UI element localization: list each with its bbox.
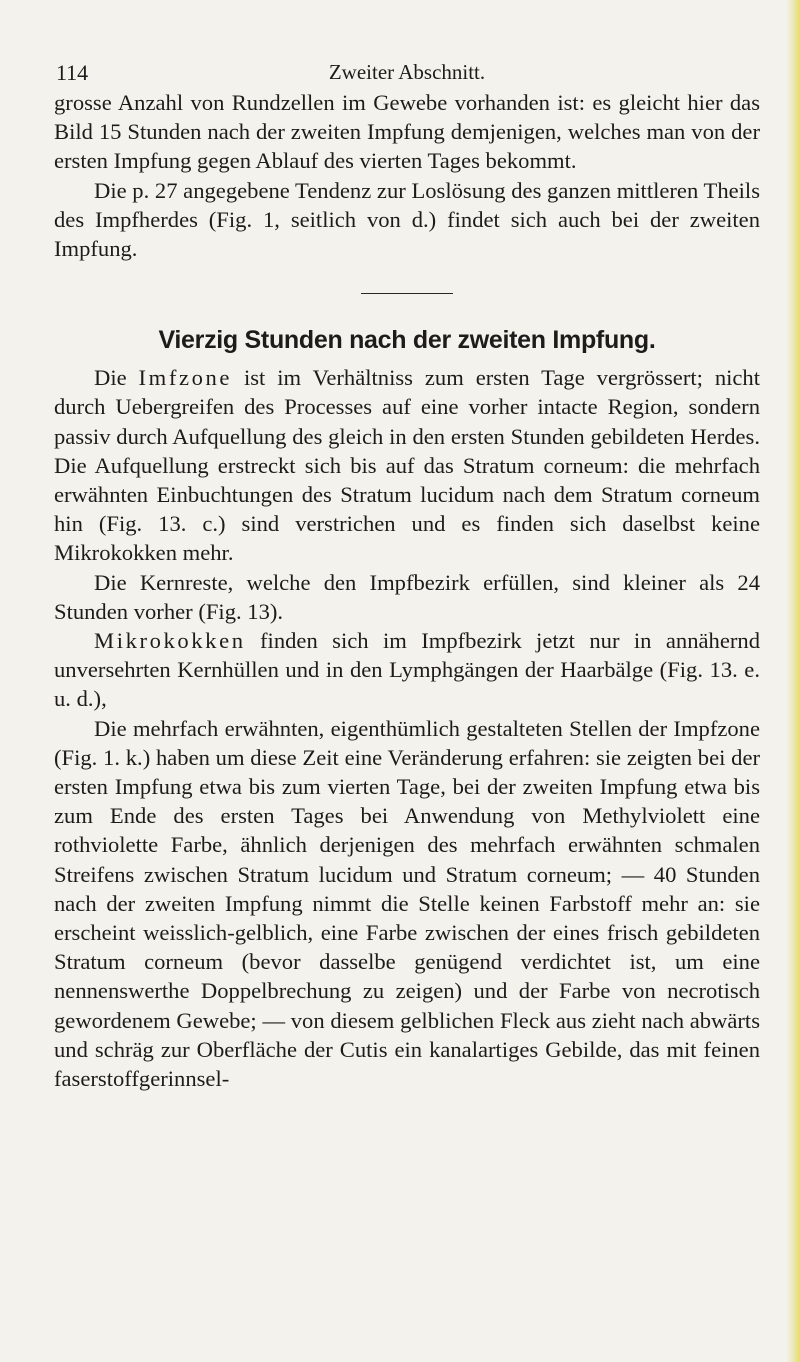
p3-rest: finden sich im Impfbezirk jetzt nur in annähernd unversehrten Kernhüllen und in den Lymphgängen der Haarbälge (Fig. 13. e. u. d.), [54,628,760,712]
p1-lead: Die [94,365,139,391]
section-divider [361,293,453,294]
running-title: Zweiter Abschnitt. [328,60,486,84]
book-page [54,54,760,1093]
page-number: 114 [56,60,89,85]
body-text [54,88,760,1093]
term-mikrokokken: Mikrokokken [94,628,246,654]
page-edge-stain [786,0,800,1362]
term-imfzone: Imfzone [138,365,233,391]
paragraph-mikrokokken [54,626,760,714]
p1-rest: ist im Verhältniss zum ersten Tage vergrössert; nicht durch Uebergreifen des Processes auf eine vorher intacte Region, sondern passiv durch Aufquellung des gleich in den ersten Stunden gebildeten Herdes. Die Aufquellung erstreckt sich bis auf das Stratum corneum: die mehrfach erwähnten Einbuchtungen des Stratum lucidum nach dem Stratum corneum hin (Fig. 13. c.) sind verstrichen und es finden sich daselbst keine Mikrokokken mehr. [54,365,760,566]
paragraph-tendency: Die p. 27 angegebene Tendenz zur Loslösung des ganzen mittleren Theils des Impfherdes (Fig. 1, seitlich von d.) findet sich auch bei der zweiten Impfung. [54,177,760,262]
paragraph-continuation: grosse Anzahl von Rundzellen im Gewebe vorhanden ist: es gleicht hier das Bild 15 Stunden nach der zweiten Impfung demjenigen, welches man von der ersten Impfung gegen Ablauf des vierten Tages bekommt. [54,90,760,174]
paragraph-imfzone [54,363,760,567]
paragraph-stellen: Die mehrfach erwähnten, eigenthümlich gestalteten Stellen der Impfzone (Fig. 1. k.) haben um diese Zeit eine Veränderung erfahren: sie zeigten bei der ersten Impfung etwa bis zum vierten Tage, bei der zweiten Impfung etwa bis zum Ende des ersten Tages bei Anwendung von Methylviolett eine rothviolette Farbe, ähnlich derjenigen des mehrfach erwähnten schmalen Streifens zwischen Stratum lucidum und Stratum corneum; — 40 Stunden nach der zweiten Impfung nimmt die Stelle keinen Farbstoff mehr an: sie erscheint weisslich-gelblich, eine Farbe zwischen der eines frisch gebildeten Stratum corneum (bevor dasselbe genügend verdichtet ist, um eine nennenswerthe Doppelbrechung zu zeigen) und der Farbe von necrotisch gewordenem Gewebe; — von diesem gelblichen Fleck aus zieht nach abwärts und schräg zur Oberfläche der Cutis ein kanalartiges Gebilde, das mit feinen faserstoffgerinnsel- [54,715,760,1092]
section-heading: Vierzig Stunden nach der zweiten Impfung. [158,326,656,355]
paragraph-kernreste: Die Kernreste, welche den Impfbezirk erfüllen, sind kleiner als 24 Stunden vorher (Fig. 13). [54,569,760,624]
running-head [54,54,760,88]
